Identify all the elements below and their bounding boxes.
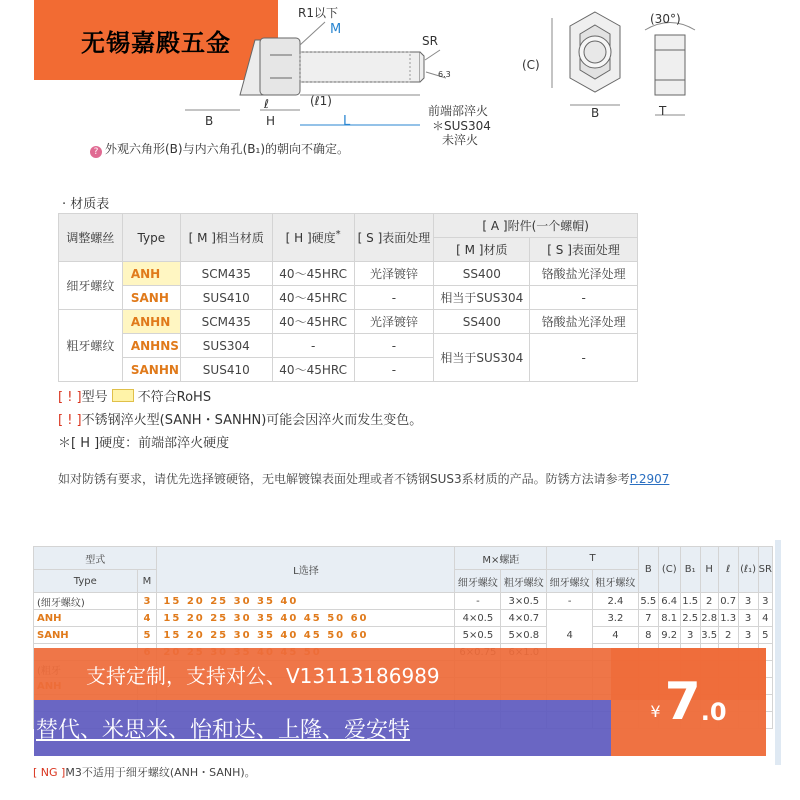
page-link[interactable]: P.2907 (629, 472, 670, 486)
label-r1: R1以下 (298, 6, 338, 20)
label-roughness: 6.3 (438, 70, 451, 79)
promo-custom-banner: 支持定制，支持对公、V13113186989 (34, 648, 766, 700)
label-quench: 前端部淬火 (428, 104, 489, 118)
label-sr: SR (422, 34, 438, 48)
table-row: SANH 5 15 20 25 30 35 40 45 50 60 5×0.5 5×0.8 4 8 9.2 3 3.5 2 3 5 (34, 627, 773, 644)
th-a: [ A ]附件(一个螺帽) (434, 214, 638, 238)
currency-symbol: ¥ (650, 701, 661, 721)
table-row: 粗牙螺纹 ANHN SCM435 40～45HRC 光泽镀锌 SS400 铬酸盐光泽处理 (59, 310, 638, 334)
bolt-drawing (140, 0, 700, 135)
question-icon: ? (90, 146, 102, 158)
discolor-note: [ ! ]不锈钢淬火型(SANH・SANHN)可能会因淬火而发生变色。 (58, 413, 423, 428)
label-l-small: ℓ (264, 97, 269, 111)
label-L: L (343, 114, 351, 129)
material-table (58, 213, 638, 382)
promo-brands-banner: 替代、米思米、怡和达、上隆、爱安特 (34, 700, 611, 756)
label-h: H (266, 114, 276, 128)
label-c: (C) (522, 58, 540, 72)
hardness-note: ＊[ H ]硬度：前端部淬火硬度 (58, 436, 230, 451)
price-integer: 7 (664, 672, 701, 732)
label-t: T (659, 104, 667, 118)
table-row: 细牙螺纹 ANH SCM435 40～45HRC 光泽镀锌 SS400 铬酸盐光泽处理 (59, 262, 638, 286)
th-m: [ M ]相当材质 (180, 214, 272, 262)
table-row: (细牙螺纹) 3 15 20 25 30 35 40 - 3×0.5 - 2.4 5.5 6.4 1.5 2 0.7 3 3 (34, 593, 773, 610)
table-row: ANH 4 15 20 25 30 35 40 45 50 60 4×0.5 4×0.7 4 3.2 7 8.1 2.5 2.8 1.3 3 4 (34, 610, 773, 627)
material-title: · 材质表 (62, 197, 110, 212)
ng-note: [ NG ]M3不适用于细牙螺纹(ANH・SANH)。 (33, 766, 256, 779)
table-row: ANHNS SUS304 - - 相当于SUS304 - (59, 334, 638, 358)
label-l1: (ℓ1) (310, 94, 332, 108)
orientation-note: ? 外观六角形(B)与内六角孔(B₁)的朝向不确定。 (90, 140, 349, 158)
th-type: Type (122, 214, 180, 262)
table-row: SANH SUS410 40～45HRC - 相当于SUS304 - (59, 286, 638, 310)
th-adjust: 调整螺丝 (59, 214, 123, 262)
rohs-swatch (112, 389, 134, 402)
th-s: [ S ]表面处理 (354, 214, 434, 262)
th-h: [ H ]硬度* (272, 214, 354, 262)
label-m: M (330, 22, 342, 37)
price-decimal: .0 (700, 698, 727, 726)
th-as: [ S ]表面处理 (530, 238, 638, 262)
label-no-quench: 未淬火 (442, 133, 479, 147)
price-tag (611, 648, 766, 756)
table-edge (775, 540, 781, 765)
label-sus: ＊SUS304 (432, 119, 491, 133)
label-angle: (30°) (650, 12, 681, 26)
label-b: B (205, 114, 214, 128)
anti-rust-note: 如对防锈有要求，请优先选择镀硬铬，无电解镀镍表面处理或者不锈钢SUS3系材质的产品。防锈方法请参考P.2907 (58, 472, 670, 486)
label-b2: B (591, 106, 600, 120)
spec-table: 型式 L选择 M×螺距 T B (C) B₁ H ℓ (ℓ₁) SR Type M 细牙螺纹 粗牙螺纹 细牙螺纹 粗牙螺纹 (细牙螺纹) 3 15 20 25 30 35 40 - 3×0.5 - 2.4 5.5 6.4 1.5 2 0.7 3 3 ANH 4 15 20 25 30 35 40 45 50 60 4×0.5 4×0.7 4 3.2 7 8.1 2.5 2.8 1.3 3 4 SANH 5 15 20 25 30 35 40 45 50 60 5×0.5 5×0.8 4 8 9.2 3 3.5 2 3 5 (33, 546, 773, 729)
rohs-note: [ ! ]型号 不符合RoHS (58, 390, 212, 405)
table-row: SANHN SUS410 40～45HRC - (59, 358, 638, 382)
brand-banner: 无锡嘉殿五金 (34, 0, 278, 80)
th-am: [ M ]材质 (434, 238, 530, 262)
